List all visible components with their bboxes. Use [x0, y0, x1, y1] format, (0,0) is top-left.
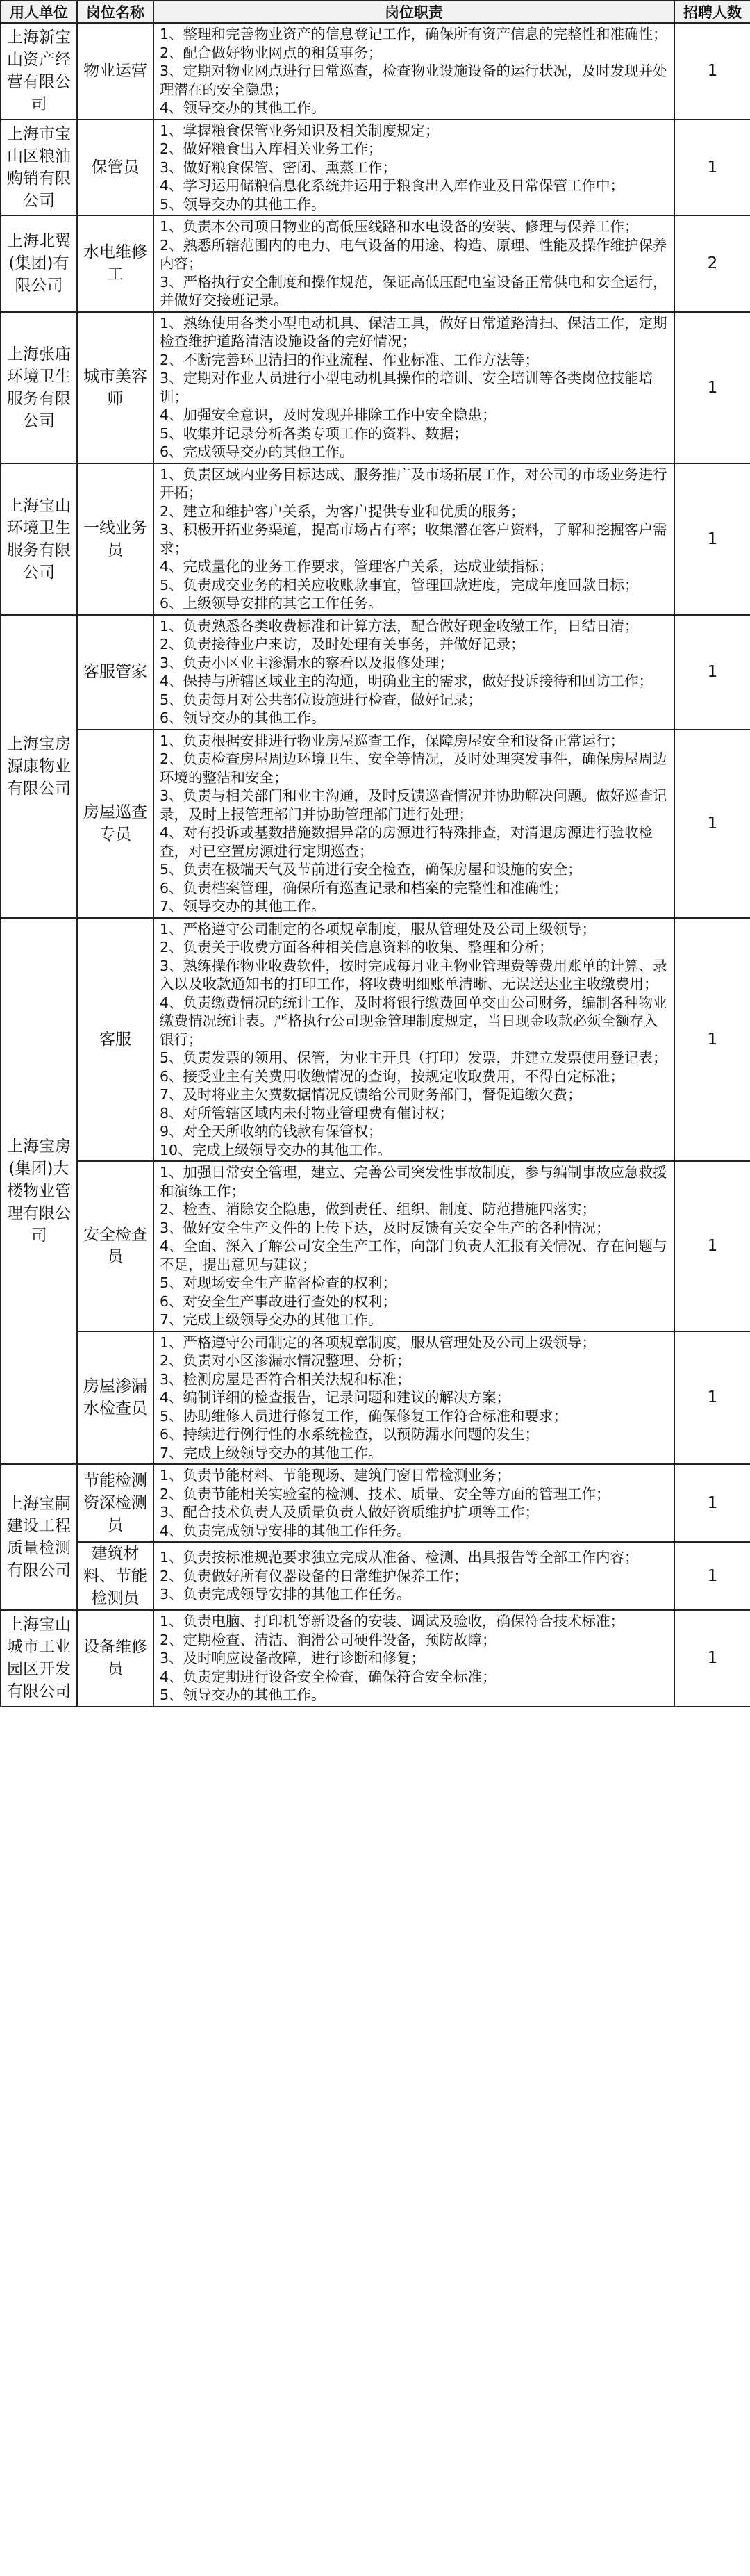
- duty-line: 1、负责按标准规范要求独立完成从准备、检测、出具报告等全部工作内容；: [160, 1549, 639, 1566]
- duty-line: 4、负责完成领导安排的其他工作任务。: [160, 1522, 411, 1539]
- duties-cell: [153, 615, 674, 730]
- duty-line: 2、配合做好物业网点的租赁事务；: [160, 44, 383, 61]
- headcount-cell: 1: [674, 1331, 750, 1465]
- employer-cell: 上海市宝山区粮油购销有限公司: [1, 120, 77, 216]
- employer-cell: 上海张庙环境卫生服务有限公司: [1, 312, 77, 463]
- duty-line: 1、严格遵守公司制定的各项规章制度，服从管理处及公司上级领导；: [160, 920, 597, 937]
- position-cell: 节能检测资深检测员: [77, 1464, 153, 1542]
- duty-line: 4、保持与所辖区域业主的沟通，明确业主的需求，做好投诉接待和回访工作；: [160, 673, 653, 689]
- duties-cell: [153, 918, 674, 1162]
- table-body: [1, 23, 750, 1707]
- employer-cell: 上海北翼(集团)有限公司: [1, 215, 77, 312]
- duty-line: 2、定期检查、清洁、润滑公司硬件设备，预防故障；: [160, 1631, 497, 1648]
- duty-line: 2、检查、消除安全隐患，做到责任、组织、制度、防范措施四落实；: [160, 1201, 597, 1217]
- duty-line: 6、完成领导交办的其他工作。: [160, 443, 354, 460]
- duty-line: 1、加强日常安全管理，建立、完善公司突发性事故制度，参与编制事故应急救援和演练工作；: [160, 1164, 667, 1199]
- duty-line: 7、领导交办的其他工作。: [160, 898, 326, 914]
- duty-line: 7、完成上级领导交办的其他工作。: [160, 1444, 383, 1461]
- headcount-cell: 1: [674, 1464, 750, 1542]
- table-row: [1, 1610, 750, 1707]
- duties-cell: [153, 312, 674, 463]
- duties-cell: [153, 730, 674, 918]
- table-row: [1, 615, 750, 730]
- duty-line: 2、负责关于收费方面各种相关信息资料的收集、整理和分析；: [160, 939, 553, 955]
- duty-line: 1、负责节能材料、节能现场、建筑门窗日常检测业务；: [160, 1467, 511, 1484]
- duty-line: 5、领导交办的其他工作。: [160, 195, 326, 213]
- duty-line: 5、协助维修人员进行修复工作，确保修复工作符合标准和要求；: [160, 1407, 568, 1425]
- headcount-cell: 1: [674, 1610, 750, 1707]
- duty-line: 1、负责区域内业务目标达成、服务推广及市场拓展工作，对公司的市场业务进行开拓；: [160, 466, 667, 501]
- headcount-cell: 1: [674, 463, 750, 615]
- position-cell: 一线业务员: [77, 463, 153, 615]
- duty-line: 8、对所管辖区域内未付物业管理费有催讨权；: [160, 1104, 454, 1122]
- duty-line: 5、负责在极端天气及节前进行安全检查，确保房屋和设施的安全；: [160, 861, 582, 878]
- table-row: [1, 918, 750, 1162]
- duty-line: 1、熟练使用各类小型电动机具、保洁工具，做好日常道路清扫、保洁工作，定期检查维护道路清洁设施设备的完好情况；: [160, 314, 667, 350]
- duty-line: 6、对安全生产事故进行查处的权利；: [160, 1293, 397, 1310]
- duty-line: 4、编制详细的检查报告，记录问题和建议的解决方案；: [160, 1389, 511, 1406]
- duty-line: 6、领导交办的其他工作。: [160, 709, 326, 726]
- position-cell: 保管员: [77, 120, 153, 216]
- duty-line: 4、对有投诉或基数措施数据异常的房源进行特殊排查，对清退房源进行验收检查，对已空置房源进行定期巡查；: [160, 824, 653, 860]
- duty-line: 2、负责节能相关实验室的检测、技术、质量、安全等方面的管理工作；: [160, 1485, 610, 1502]
- duty-line: 1、严格遵守公司制定的各项规章制度，服从管理处及公司上级领导；: [160, 1334, 597, 1351]
- headcount-cell: 1: [674, 918, 750, 1162]
- employer-cell: 上海宝嗣建设工程质量检测有限公司: [1, 1464, 77, 1610]
- headcount-cell: 1: [674, 120, 750, 216]
- duty-line: 5、负责成交业务的相关应收账款事宜，管理回款进度，完成年度回款目标；: [160, 576, 639, 593]
- duty-line: 4、加强安全意识，及时发现并排除工作中安全隐患；: [160, 407, 497, 423]
- duties-cell: [153, 1542, 674, 1610]
- duty-line: 2、不断完善环卫清扫的作业流程、作业标准、工作方法等；: [160, 351, 540, 368]
- duty-line: 5、负责发票的领用、保管，为业主开具（打印）发票，并建立发票使用登记表；: [160, 1049, 667, 1066]
- duty-line: 3、负责与相关部门和业主沟通，及时反馈巡查情况并协助解决问题。做好巡查记录，及时上报管理部门并协助管理部门进行处理；: [160, 787, 667, 823]
- duty-line: 3、积极开拓业务渠道，提高市场占有率；收集潜在客户资料，了解和挖掘客户需求；: [160, 521, 667, 557]
- header-row: [1, 1, 750, 23]
- duty-line: 1、负责根据安排进行物业房屋巡查工作，保障房屋安全和设备正常运行；: [160, 732, 625, 749]
- employer-cell: 上海宝山环境卫生服务有限公司: [1, 463, 77, 615]
- duty-line: 4、全面、深入了解公司安全生产工作，向部门负责人汇报有关情况、存在问题与不足，提出意见与建议；: [160, 1238, 667, 1273]
- duty-line: 1、掌握粮食保管业务知识及相关制度规定；: [160, 122, 440, 139]
- employer-cell: 上海宝房(集团)大楼物业管理有限公司: [1, 918, 77, 1465]
- employer-cell: 上海宝山城市工业园区开发有限公司: [1, 1610, 77, 1707]
- duty-line: 9、对全天所收纳的钱款有保管权；: [160, 1123, 383, 1140]
- table-row: [1, 1464, 750, 1542]
- duty-line: 5、领导交办的其他工作。: [160, 1687, 326, 1703]
- duty-line: 4、领导交办的其他工作。: [160, 99, 326, 116]
- table-row: [1, 730, 750, 918]
- duty-line: 3、配合技术负责人及质量负责人做好资质维护扩项等工作；: [160, 1504, 540, 1520]
- duty-line: 2、做好粮食出入库相关业务工作；: [160, 140, 383, 157]
- header-unit: 用人单位: [1, 1, 77, 23]
- employer-cell: 上海新宝山资产经营有限公司: [1, 23, 77, 120]
- duty-line: 1、整理和完善物业资产的信息登记工作，确保所有资产信息的完整性和准确性；: [160, 26, 667, 42]
- duty-line: 7、完成上级领导交办的其他工作。: [160, 1311, 383, 1328]
- duty-line: 2、负责接待业户来访，及时处理有关事务，并做好记录；: [160, 636, 525, 653]
- duty-line: 6、接受业主有关费用收缴情况的查询，按规定收取费用，不得自定标准；: [160, 1067, 625, 1085]
- duty-line: 4、学习运用储粮信息化系统并运用于粮食出入库作业及日常保管工作中；: [160, 177, 625, 194]
- position-cell: 房屋巡查专员: [77, 730, 153, 918]
- duty-line: 3、做好安全生产文件的上传下达，及时反馈有关安全生产的各种情况；: [160, 1219, 610, 1236]
- headcount-cell: 1: [674, 615, 750, 730]
- table-row: [1, 463, 750, 615]
- duty-line: 5、对现场安全生产监督检查的权利；: [160, 1274, 397, 1291]
- table-row: [1, 23, 750, 120]
- duty-line: 3、熟练操作物业收费软件，按时完成每月业主物业管理费等费用账单的计算、录入以及收款通知书的打印工作，将收费明细账单清晰、无误送达业主收缴费用；: [160, 957, 667, 992]
- position-cell: 物业运营: [77, 23, 153, 120]
- headcount-cell: 1: [674, 1542, 750, 1610]
- duty-line: 5、负责每月对公共部位设施进行检查，做好记录；: [160, 691, 483, 708]
- position-cell: 安全检查员: [77, 1161, 153, 1331]
- header-duties: 岗位职责: [153, 1, 674, 23]
- position-cell: 客服管家: [77, 615, 153, 730]
- duty-line: 3、严格执行安全制度和操作规范，保证高低压配电室设备正常供电和安全运行，并做好交接班记录。: [160, 273, 667, 309]
- headcount-cell: 2: [674, 215, 750, 312]
- header-count: 招聘人数: [674, 1, 750, 23]
- duty-line: 6、持续进行例行性的水系统检查，以预防漏水问题的发生；: [160, 1426, 540, 1443]
- headcount-cell: 1: [674, 1161, 750, 1331]
- duty-line: 3、检测房屋是否符合相关法规和标准；: [160, 1370, 411, 1388]
- table-row: [1, 215, 750, 312]
- position-cell: 房屋渗漏水检查员: [77, 1331, 153, 1465]
- headcount-cell: 1: [674, 312, 750, 463]
- duty-line: 2、熟悉所辖范围内的电力、电气设备的用途、构造、原理、性能及操作维护保养内容；: [160, 236, 667, 272]
- position-cell: 城市美容师: [77, 312, 153, 463]
- position-cell: 水电维修工: [77, 215, 153, 312]
- duty-line: 2、负责检查房屋周边环境卫生、安全等情况，及时处理突发事件，确保房屋周边环境的整洁和安全；: [160, 750, 667, 786]
- duty-line: 2、建立和维护客户关系，为客户提供专业和优质的服务；: [160, 502, 525, 520]
- duties-cell: [153, 120, 674, 216]
- table-row: [1, 120, 750, 216]
- duty-line: 2、负责对小区渗漏水情况整理、分析；: [160, 1352, 411, 1369]
- duty-line: 2、负责做好所有仪器设备的日常维护保养工作；: [160, 1567, 468, 1584]
- duty-line: 3、负责小区业主渗漏水的察看以及报修处理；: [160, 654, 454, 671]
- duties-cell: [153, 23, 674, 120]
- position-cell: 客服: [77, 918, 153, 1162]
- headcount-cell: 1: [674, 730, 750, 918]
- duty-line: 6、负责档案管理，确保所有巡查记录和档案的完整性和准确性；: [160, 879, 568, 896]
- duty-line: 3、定期对作业人员进行小型电动机具操作的培训、安全培训等各类岗位技能培训；: [160, 370, 653, 405]
- position-cell: 设备维修员: [77, 1610, 153, 1707]
- duty-line: 3、及时响应设备故障，进行诊断和修复；: [160, 1650, 426, 1666]
- table-row: [1, 1542, 750, 1610]
- duty-line: 4、负责缴费情况的统计工作，及时将银行缴费回单交由公司财务，编制各种物业缴费情况统计表。严格执行公司现金管理制度规定，当日现金收款必须全额存入银行；: [160, 994, 667, 1048]
- employer-cell: 上海宝房源康物业有限公司: [1, 615, 77, 918]
- duties-cell: [153, 1331, 674, 1465]
- duty-line: 10、完成上级领导交办的其他工作。: [160, 1141, 392, 1158]
- duty-line: 3、定期对物业网点进行日常巡查，检查物业设施设备的运行状况，及时发现并处理潜在的安全隐患；: [160, 63, 667, 98]
- duties-cell: [153, 463, 674, 615]
- duties-cell: [153, 215, 674, 312]
- duty-line: 5、收集并记录分析各类专项工作的资料、数据；: [160, 425, 468, 442]
- duty-line: 4、负责定期进行设备安全检查，确保符合安全标准；: [160, 1668, 497, 1685]
- position-cell: 建筑材料、节能检测员: [77, 1542, 153, 1610]
- duty-line: 7、及时将业主欠费数据情况反馈给公司财务部门，督促追缴欠费；: [160, 1086, 582, 1103]
- duty-line: 1、负责电脑、打印机等新设备的安装、调试及验收，确保符合技术标准；: [160, 1613, 625, 1630]
- header-position: 岗位名称: [77, 1, 153, 23]
- table-row: [1, 1331, 750, 1465]
- headcount-cell: 1: [674, 23, 750, 120]
- table-row: [1, 1161, 750, 1331]
- duties-cell: [153, 1464, 674, 1542]
- duty-line: 4、完成量化的业务工作要求，管理客户关系，达成业绩指标；: [160, 558, 553, 575]
- duty-line: 3、负责完成领导安排的其他工作任务。: [160, 1586, 411, 1603]
- duties-cell: [153, 1161, 674, 1331]
- table-row: [1, 312, 750, 463]
- duty-line: 6、上级领导安排的其它工作任务。: [160, 595, 383, 612]
- duty-line: 1、负责本公司项目物业的高低压线路和水电设备的安装、修理与保养工作；: [160, 218, 639, 235]
- duty-line: 3、做好粮食保管、密闭、熏蒸工作；: [160, 158, 397, 176]
- duty-line: 1、负责熟悉各类收费标准和计算方法，配合做好现金收缴工作，日结日清；: [160, 617, 639, 634]
- duties-cell: [153, 1610, 674, 1707]
